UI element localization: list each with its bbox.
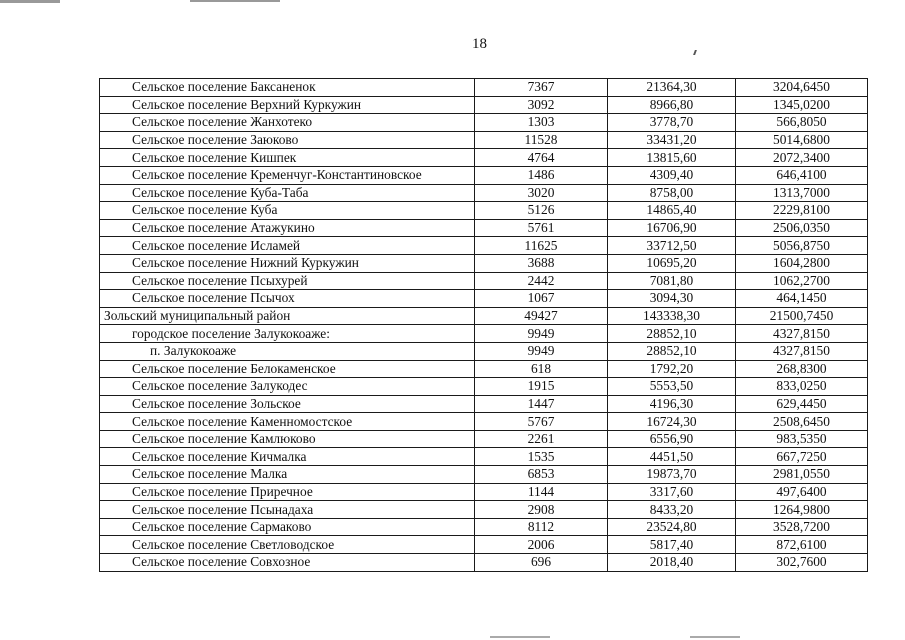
table-row: [100, 325, 868, 343]
settlement-name: городское поселение Залукокоаже:: [100, 325, 475, 343]
table-row: [100, 307, 868, 325]
value-b-cell: 2981,0550: [736, 466, 868, 484]
settlement-name: Сельское поселение Каменномостское: [100, 413, 475, 431]
value-a-cell: 5817,40: [608, 536, 736, 554]
locality-name: п. Залукокоаже: [100, 342, 475, 360]
settlement-name: Сельское поселение Исламей: [100, 237, 475, 255]
value-b-cell: 2072,3400: [736, 149, 868, 167]
value-a-cell: 10695,20: [608, 254, 736, 272]
settlement-name: Сельское поселение Приречное: [100, 483, 475, 501]
value-a-cell: 14865,40: [608, 202, 736, 220]
value-a-cell: 3094,30: [608, 290, 736, 308]
value-b-cell: 21500,7450: [736, 307, 868, 325]
value-a-cell: 1792,20: [608, 360, 736, 378]
population-cell: 1303: [475, 114, 608, 132]
value-a-cell: 33712,50: [608, 237, 736, 255]
value-b-cell: 4327,8150: [736, 325, 868, 343]
table-row: [100, 149, 868, 167]
settlement-name: Сельское поселение Кишпек: [100, 149, 475, 167]
settlement-name: Сельское поселение Баксаненок: [100, 79, 475, 97]
value-a-cell: 16706,90: [608, 219, 736, 237]
settlement-name: Сельское поселение Псычох: [100, 290, 475, 308]
settlement-name: Сельское поселение Кичмалка: [100, 448, 475, 466]
table-row: [100, 290, 868, 308]
value-b-cell: 464,1450: [736, 290, 868, 308]
settlement-name: Сельское поселение Заюково: [100, 131, 475, 149]
value-a-cell: 13815,60: [608, 149, 736, 167]
population-cell: 3092: [475, 96, 608, 114]
population-cell: 3688: [475, 254, 608, 272]
table-row: [100, 448, 868, 466]
value-b-cell: 1264,9800: [736, 501, 868, 519]
page-number: 18: [472, 36, 487, 52]
population-cell: 1144: [475, 483, 608, 501]
population-cell: 5761: [475, 219, 608, 237]
value-b-cell: 983,5350: [736, 430, 868, 448]
table-row: [100, 96, 868, 114]
table-row: [100, 219, 868, 237]
value-a-cell: 23524,80: [608, 518, 736, 536]
value-a-cell: 28852,10: [608, 342, 736, 360]
population-cell: 4764: [475, 149, 608, 167]
population-cell: 2442: [475, 272, 608, 290]
population-cell: 1915: [475, 378, 608, 396]
population-cell: 7367: [475, 79, 608, 97]
population-cell: 5126: [475, 202, 608, 220]
population-cell: 9949: [475, 342, 608, 360]
value-a-cell: 8966,80: [608, 96, 736, 114]
settlement-name: Сельское поселение Светловодское: [100, 536, 475, 554]
settlement-name: Сельское поселение Куба: [100, 202, 475, 220]
population-cell: 6853: [475, 466, 608, 484]
value-a-cell: 6556,90: [608, 430, 736, 448]
value-b-cell: 5014,6800: [736, 131, 868, 149]
table-row: [100, 79, 868, 97]
settlement-name: Сельское поселение Зольское: [100, 395, 475, 413]
settlement-name: Сельское поселение Жанхотеко: [100, 114, 475, 132]
settlement-name: Сельское поселение Залукодес: [100, 378, 475, 396]
value-a-cell: 4309,40: [608, 166, 736, 184]
settlement-name: Сельское поселение Белокаменское: [100, 360, 475, 378]
value-b-cell: 5056,8750: [736, 237, 868, 255]
scan-mark: [693, 50, 697, 55]
value-a-cell: 3778,70: [608, 114, 736, 132]
value-b-cell: 2506,0350: [736, 219, 868, 237]
settlement-name: Сельское поселение Камлюково: [100, 430, 475, 448]
settlement-name: Сельское поселение Псынадаха: [100, 501, 475, 519]
value-b-cell: 1604,2800: [736, 254, 868, 272]
value-a-cell: 16724,30: [608, 413, 736, 431]
table-row: [100, 483, 868, 501]
value-b-cell: 3204,6450: [736, 79, 868, 97]
scan-artifact-top: [190, 0, 280, 2]
district-name: Зольский муниципальный район: [100, 307, 475, 325]
population-cell: 49427: [475, 307, 608, 325]
settlements-table: [99, 78, 868, 572]
population-cell: 1486: [475, 166, 608, 184]
settlement-name: Сельское поселение Псыхурей: [100, 272, 475, 290]
scan-artifact-top: [0, 0, 60, 3]
table-body: [100, 79, 868, 572]
settlement-name: Сельское поселение Малка: [100, 466, 475, 484]
value-b-cell: 646,4100: [736, 166, 868, 184]
table-row: [100, 378, 868, 396]
value-b-cell: 302,7600: [736, 554, 868, 572]
value-b-cell: 1062,2700: [736, 272, 868, 290]
value-a-cell: 19873,70: [608, 466, 736, 484]
population-cell: 9949: [475, 325, 608, 343]
value-b-cell: 268,8300: [736, 360, 868, 378]
value-a-cell: 4196,30: [608, 395, 736, 413]
population-cell: 5767: [475, 413, 608, 431]
population-cell: 2006: [475, 536, 608, 554]
settlement-name: Сельское поселение Куба-Таба: [100, 184, 475, 202]
value-a-cell: 28852,10: [608, 325, 736, 343]
settlement-name: Сельское поселение Нижний Куркужин: [100, 254, 475, 272]
table-row: [100, 395, 868, 413]
table-row: [100, 131, 868, 149]
table-row: [100, 237, 868, 255]
value-a-cell: 8758,00: [608, 184, 736, 202]
table-row: [100, 254, 868, 272]
value-b-cell: 2229,8100: [736, 202, 868, 220]
table-row: [100, 430, 868, 448]
value-a-cell: 8433,20: [608, 501, 736, 519]
value-a-cell: 5553,50: [608, 378, 736, 396]
value-b-cell: 872,6100: [736, 536, 868, 554]
value-a-cell: 2018,40: [608, 554, 736, 572]
settlement-name: Сельское поселение Атажукино: [100, 219, 475, 237]
value-b-cell: 3528,7200: [736, 518, 868, 536]
table-row: [100, 466, 868, 484]
value-b-cell: 566,8050: [736, 114, 868, 132]
population-cell: 696: [475, 554, 608, 572]
value-b-cell: 1345,0200: [736, 96, 868, 114]
population-cell: 1067: [475, 290, 608, 308]
scan-artifact-bottom: [490, 636, 550, 638]
value-b-cell: 497,6400: [736, 483, 868, 501]
population-cell: 2261: [475, 430, 608, 448]
value-a-cell: 7081,80: [608, 272, 736, 290]
table-row: [100, 202, 868, 220]
table-row: [100, 413, 868, 431]
scan-artifact-bottom: [690, 636, 740, 638]
value-a-cell: 33431,20: [608, 131, 736, 149]
table-row: [100, 342, 868, 360]
value-a-cell: 4451,50: [608, 448, 736, 466]
settlement-name: Сельское поселение Сармаково: [100, 518, 475, 536]
table-row: [100, 166, 868, 184]
value-b-cell: 2508,6450: [736, 413, 868, 431]
population-cell: 1447: [475, 395, 608, 413]
settlement-name: Сельское поселение Кременчуг-Константиновское: [100, 166, 475, 184]
value-a-cell: 3317,60: [608, 483, 736, 501]
value-b-cell: 833,0250: [736, 378, 868, 396]
table-row: [100, 536, 868, 554]
table-row: [100, 518, 868, 536]
table-row: [100, 501, 868, 519]
value-b-cell: 629,4450: [736, 395, 868, 413]
value-b-cell: 4327,8150: [736, 342, 868, 360]
population-cell: 3020: [475, 184, 608, 202]
population-cell: 1535: [475, 448, 608, 466]
population-cell: 2908: [475, 501, 608, 519]
population-cell: 11528: [475, 131, 608, 149]
population-cell: 618: [475, 360, 608, 378]
value-a-cell: 143338,30: [608, 307, 736, 325]
table-row: [100, 184, 868, 202]
population-cell: 8112: [475, 518, 608, 536]
value-b-cell: 667,7250: [736, 448, 868, 466]
settlement-name: Сельское поселение Совхозное: [100, 554, 475, 572]
table-row: [100, 114, 868, 132]
value-a-cell: 21364,30: [608, 79, 736, 97]
table-row: [100, 360, 868, 378]
value-b-cell: 1313,7000: [736, 184, 868, 202]
table-row: [100, 554, 868, 572]
settlement-name: Сельское поселение Верхний Куркужин: [100, 96, 475, 114]
table-row: [100, 272, 868, 290]
population-cell: 11625: [475, 237, 608, 255]
